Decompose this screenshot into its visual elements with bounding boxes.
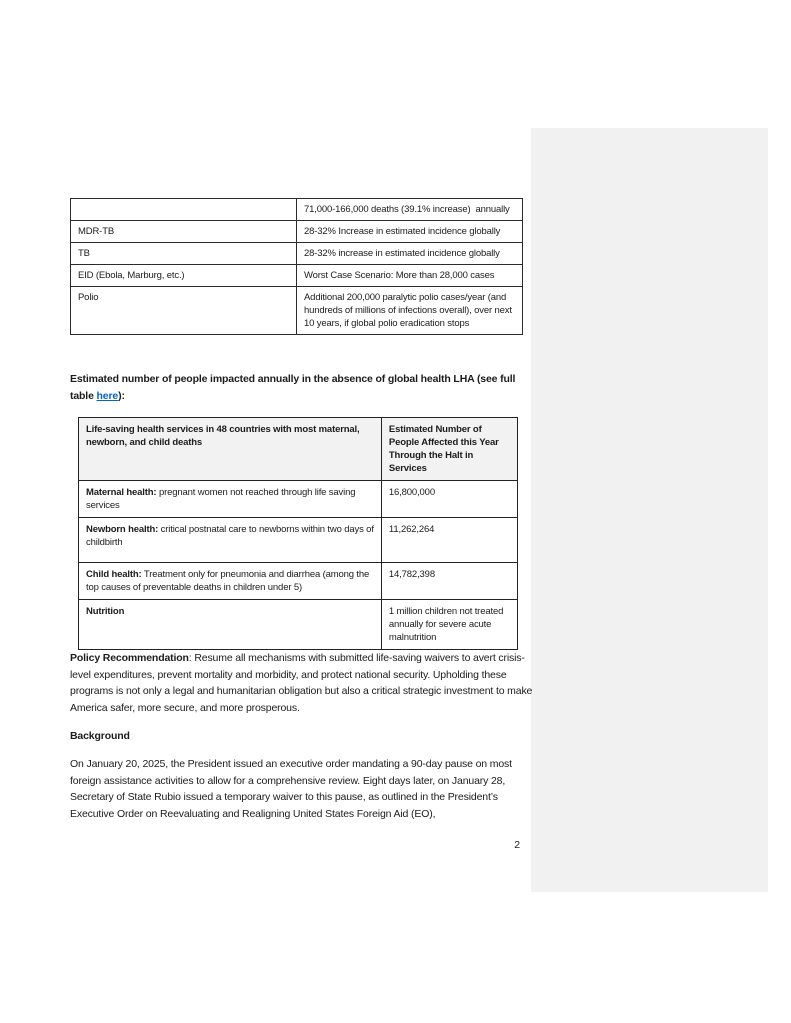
service-desc: critical postnatal care to newborns within two days of childbirth [86, 524, 374, 548]
impact-cell: 28-32% increase in estimated incidence globally [297, 243, 523, 265]
service-term: Child health: [86, 569, 142, 580]
impact-cell: Worst Case Scenario: More than 28,000 cases [297, 265, 523, 287]
service-term: Maternal health: [86, 487, 157, 498]
disease-impact-table [70, 198, 523, 335]
heading-text: Estimated number of people impacted annually in the absence of global health LHA (see full table [70, 373, 516, 402]
disease-cell: MDR-TB [71, 221, 297, 243]
disease-cell: EID (Ebola, Marburg, etc.) [71, 265, 297, 287]
policy-label: Policy Recommendation [70, 652, 189, 664]
service-desc: Treatment only for pneumonia and diarrhea (among the top causes of preventable deaths in children under 5) [86, 569, 370, 593]
service-cell [79, 518, 382, 563]
estimate-cell: 1 million children not treated annually for severe acute malnutrition [381, 600, 517, 650]
policy-recommendation-paragraph [70, 650, 538, 716]
estimate-cell: 11,262,264 [381, 518, 517, 563]
estimated-impact-heading [70, 371, 532, 404]
estimate-cell: 14,782,398 [381, 563, 517, 600]
disease-cell [71, 199, 297, 221]
table-row [71, 287, 523, 335]
services-impact-table [78, 417, 518, 650]
service-term: Newborn health: [86, 524, 159, 535]
heading-text-end: ): [118, 389, 125, 402]
full-table-link[interactable]: here [96, 389, 119, 402]
impact-cell: 28-32% Increase in estimated incidence globally [297, 221, 523, 243]
background-paragraph: On January 20, 2025, the President issued an executive order mandating a 90-day pause on most foreign assistance activities to allow for a comprehensive review. Eight days later, on January 28, Secretary of State Rubio issued a temporary waiver to this pause, as outlined in the President’s Executive Order on Reevaluating and Realigning United States Foreign Aid (EO), [70, 758, 512, 820]
table-row [79, 481, 518, 518]
table-row [71, 221, 523, 243]
policy-text: : Resume all mechanisms with submitted life-saving waivers to avert crisis-level expenditures, prevent mortality and morbidity, and protect national security. Upholding these programs is not only a legal and humanitarian obligation but also a critical strategic investment to make America safer, more secure, and more prosperous. [70, 652, 533, 714]
disease-cell: TB [71, 243, 297, 265]
table-row [79, 518, 518, 563]
service-cell [79, 481, 382, 518]
side-blank-panel [531, 128, 768, 892]
service-cell [79, 600, 382, 650]
table-row [79, 563, 518, 600]
table-row [71, 243, 523, 265]
page-number: 2 [514, 839, 520, 851]
background-heading: Background [70, 730, 130, 742]
estimate-header-cell: Estimated Number of People Affected this Year Through the Halt in Services [381, 418, 517, 481]
service-term: Nutrition [86, 606, 125, 617]
table-row [71, 199, 523, 221]
impact-cell: Additional 200,000 paralytic polio cases/year (and hundreds of millions of infections overall), over next 10 years, if global polio eradication stops [297, 287, 523, 335]
service-cell [79, 563, 382, 600]
table-row [71, 265, 523, 287]
table-row [79, 600, 518, 650]
estimate-cell: 16,800,000 [381, 481, 517, 518]
service-desc: pregnant women not reached through life saving services [86, 487, 356, 511]
services-header-cell: Life-saving health services in 48 countries with most maternal, newborn, and child deaths [79, 418, 382, 481]
disease-cell: Polio [71, 287, 297, 335]
table-header-row [79, 418, 518, 481]
impact-cell: 71,000-166,000 deaths (39.1% increase) annually [297, 199, 523, 221]
